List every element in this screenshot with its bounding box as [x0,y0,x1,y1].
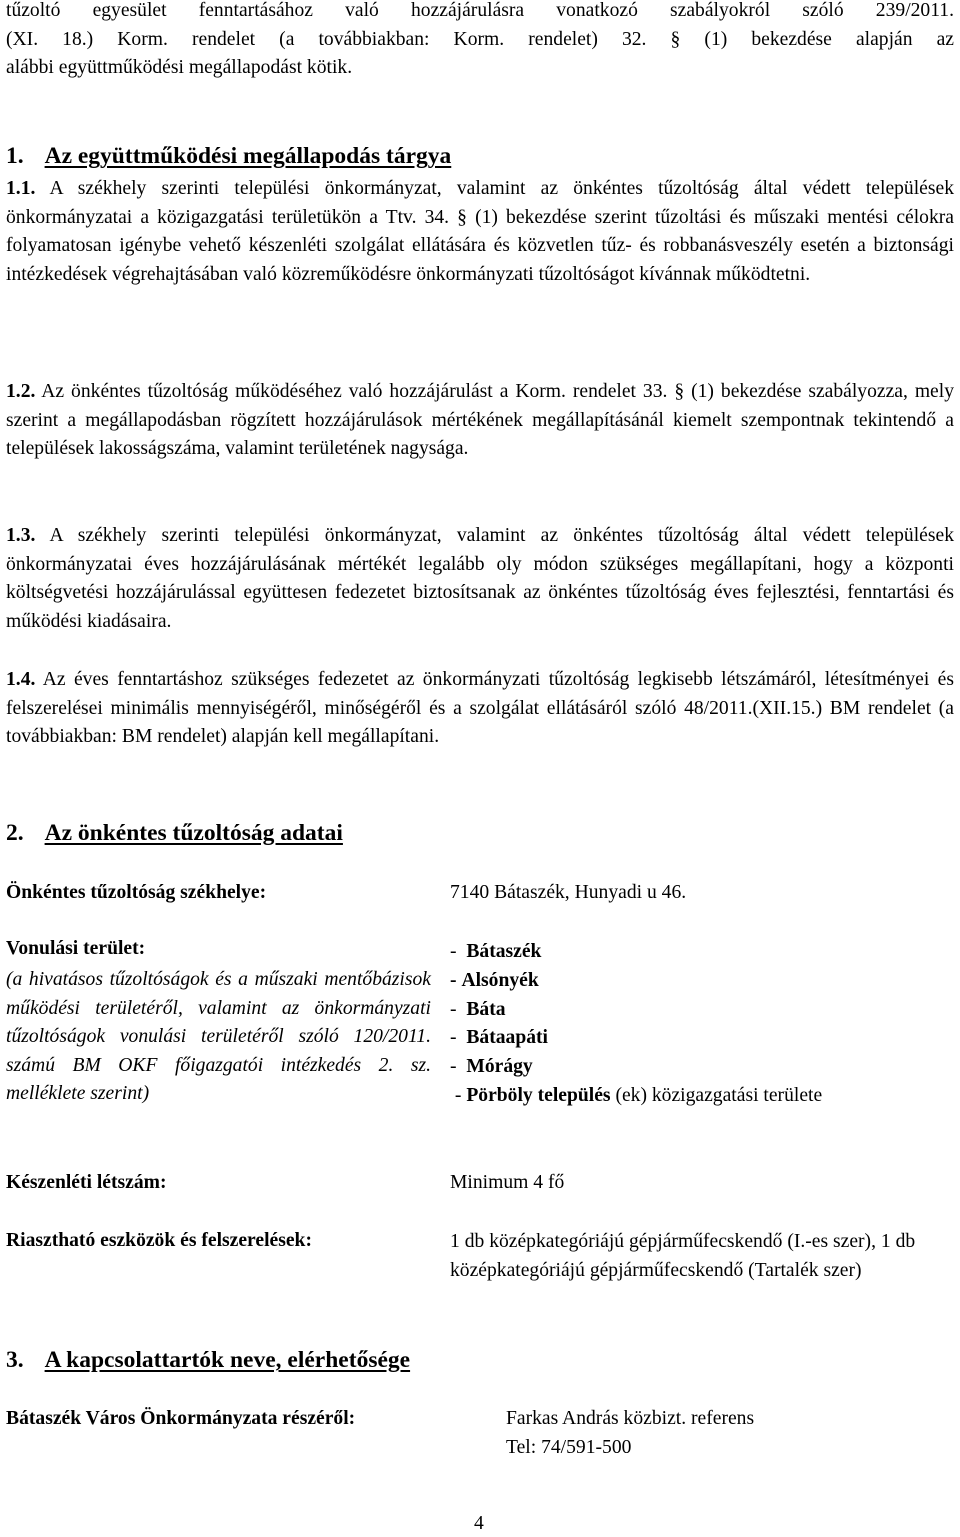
clause-text: Az önkéntes tűzoltóság működéséhez való hozzájárulást a Korm. rendelet 33. § (1) bekezdése szabályozza, mely szerint a megállapodásban rögzített hozzájárulások mértékének megállapításánál kiemelt szempontnak tekintendő a települések lakosságszáma, valamint területének nagysága. [6,381,954,460]
area-item: - Bátaapáti [450,1027,548,1049]
intro-paragraph [6,0,954,83]
clause-number: 1.1. [6,178,36,199]
area-item: - Mórágy [450,1056,533,1078]
clause-1-4 [6,666,954,752]
clause-1-2 [6,378,954,464]
section-number: 3. [6,1347,24,1373]
clause-number: 1.2. [6,381,36,402]
intro-line: (XI. 18.) Korm. rendelet (a továbbiakban: Korm. rendelet) 32. § (1) bekezdése alapján az [6,28,954,50]
area-list [450,938,822,1111]
area-item: - Bátaszék [450,941,542,962]
intro-line: alábbi együttműködési megállapodást kötik. [6,57,353,79]
seat-label: Önkéntes tűzoltóság székhelye: [6,882,267,903]
equipment-label: Riasztható eszközök és felszerelések: [6,1230,312,1251]
clause-1-3 [6,522,954,636]
contact-name: Farkas András közbizt. referens [506,1408,755,1429]
page-number: 4 [474,1513,484,1534]
area-item: - Pörböly település (ek) közigazgatási területe [450,1084,823,1106]
area-item: - Báta [450,998,506,1020]
section-2-heading [6,820,343,847]
section-title: Az együttműködési megállapodás tárgya [44,143,452,169]
clause-text: A székhely szerinti települési önkormányzat, valamint az önkéntes tűzoltóság által védett települések önkormányzatai éves hozzájárulásának mértékét legalább oly módon szükséges megállapítani, hogy a központi költségvetési hozzájárulással együttesen fedezetet biztosítsanak az önkéntes tűzoltóság éves fejlesztési, fenntartási és működési kiadásaira. [6,525,954,632]
section-3-heading [6,1347,410,1374]
section-title: Az önkéntes tűzoltóság adatai [44,820,343,846]
area-label: Vonulási terület: [6,938,146,959]
clause-text: A székhely szerinti települési önkormányzat, valamint az önkéntes tűzoltóság által védett települések önkormányzatai a közigazgatási területükön a Ttv. 34. § (1) bekezdése szerint tűzoltási és műszaki mentési célokra folyamatosan igénybe vehető készenléti szolgálat ellátására és közvetlen tűz- és robbanásveszély esetén a biztonsági intézkedések végrehajtásában való közreműködésre önkormányzati tűzoltóságot kívánnak működtetni. [6,178,954,285]
intro-line: tűzoltó egyesület fenntartásához való hozzájárulásra vonatkozó szabályokról szóló 239/2011. [6,0,954,21]
seat-value: 7140 Bátaszék, Hunyadi u 46. [450,882,687,903]
clause-1-1 [6,175,954,289]
clause-number: 1.4. [6,669,36,690]
staff-label: Készenléti létszám: [6,1172,167,1193]
section-number: 1. [6,143,24,169]
contact-label: Bátaszék Város Önkormányzata részéről: [6,1408,356,1429]
contact-phone: Tel: 74/591-500 [506,1437,632,1458]
section-number: 2. [6,820,24,846]
area-item: - Alsónyék [450,969,539,991]
section-1-heading [6,143,451,170]
staff-value: Minimum 4 fő [450,1172,565,1193]
section-title: A kapcsolattartók neve, elérhetősége [44,1347,411,1373]
clause-text: Az éves fenntartáshoz szükséges fedezetet az önkormányzati tűzoltóság legkisebb létszámáról, létesítményei és felszerelései minimális mennyiségéről, minőségéről és a szolgálat ellátásáról szóló 48/2011.(XII.15.) BM rendelet (a továbbiakban: BM rendelet) alapján kell megállapítani. [6,669,954,748]
area-note: (a hivatásos tűzoltóságok és a műszaki mentőbázisok működési területéről, valamint az önkormányzati tűzoltóságok vonulási területéről szóló 120/2011. számú BM OKF főigazgatói intézkedés 2. sz. melléklete szerint) [6,969,431,1105]
clause-number: 1.3. [6,525,36,546]
equipment-value: 1 db középkategóriájú gépjárműfecskendő (I.-es szer), 1 db középkategóriájú gépjárműfecskendő (Tartalék szer) [450,1231,916,1281]
